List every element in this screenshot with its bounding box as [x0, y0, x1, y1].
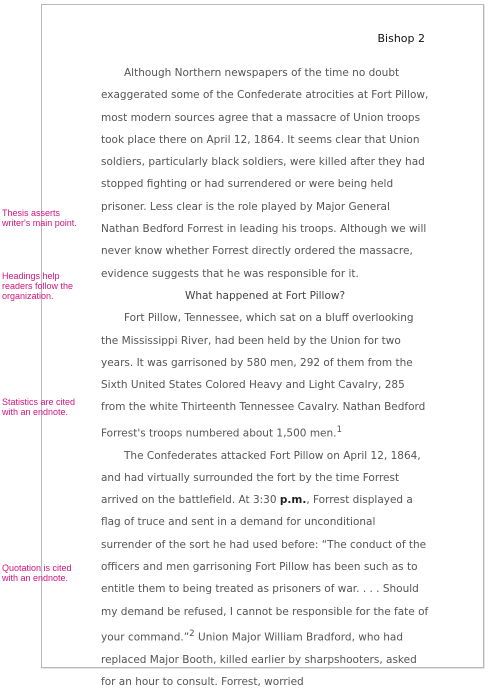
section-heading: What happened at Fort Pillow? — [184, 289, 346, 302]
paragraph-text: Union Major William Bradford, who had replaced Major Booth, killed earlier by sharpshooters, asked for an hour to consult. Forrest, worried — [101, 631, 417, 689]
paragraph-text: The Confederates attacked Fort Pillow on April 12, 1864, and had virtually surrounded the fort by the time Forrest arrived on the battlefield. At 3:30 — [101, 449, 421, 507]
annotation-quotation: Quotation is cited with an endnote. — [2, 563, 72, 583]
annotation-thesis: Thesis asserts writer's main point. — [2, 208, 77, 228]
annotation-statistics: Statistics are cited with an endnote. — [2, 397, 76, 417]
paragraph-thesis: Although Northern newspapers of the time no doubt exaggerated some of the Confederate atrocities at Fort Pillow, most modern sources agree that a massacre of Union troops took place there on April 12, 1864. It seems clear that Union soldiers, particularly black soldiers, were killed after they had stopped fighting or had surrendered or were being held prisoner. Less clear is the role played by Major General Nathan Bedford Forrest in leading his troops. Although we will never know whether Forrest directly ordered the massacre, evidence suggests that he was responsible for it. — [101, 67, 429, 280]
endnote-marker-2: 2 — [189, 628, 195, 639]
paragraph-text: Fort Pillow, Tennessee, which sat on a bluff overlooking the Mississippi River, had been held by the Union for two years. It was garrisoned by 580 men, 292 of them from the Sixth United States Colored Heavy and Light Cavalry, 285 from the white Thirteenth Tennessee Cavalry. Nathan Bedford Forrest's troops numbered about 1,500 men. — [101, 312, 426, 440]
endnote-marker-1: 1 — [336, 424, 343, 435]
paragraph-text: , Forrest displayed a flag of truce and sent in a demand for unconditional surrender of the sort he had used before: “The conduct of the officers and men garrisoning Fort Pillow has been such as to entitle them to being treated as prisoners of war. . . . Should my demand be refused, I cannot be responsible for the fate of your command.” — [101, 494, 429, 644]
running-head: Bishop 2 — [377, 32, 425, 45]
time-abbreviation: p.m. — [279, 494, 307, 507]
annotation-headings: Headings help readers follow the organization. — [2, 271, 74, 301]
